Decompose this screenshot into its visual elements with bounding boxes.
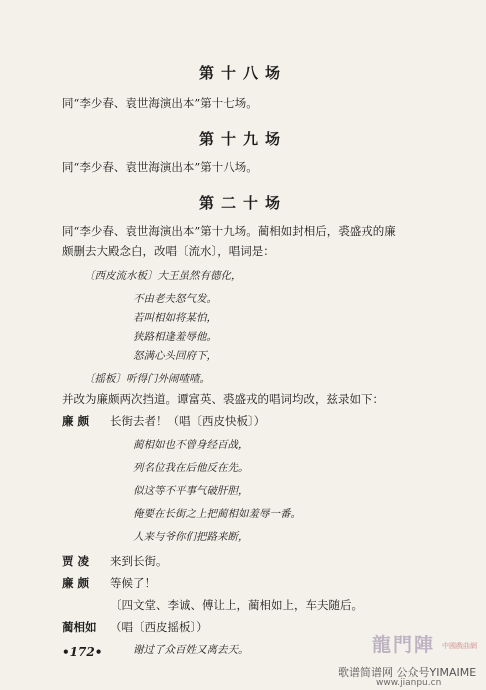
aria2-line-2: 列名位我在后他反在先。 (133, 462, 249, 474)
aria1-head: 〔西皮流水板〕大王虽然有德化， (84, 270, 242, 282)
role-lian-po: 廉 颇 (62, 414, 90, 428)
transition-text: 并改为廉颇两次挡道。谭富英、裘盛戎的唱词均改，兹录如下： (62, 392, 384, 406)
speech-jia-ling: 来到长街。 (110, 554, 168, 568)
page-number: •172• (62, 645, 103, 659)
speech-lin-xiangru: （唱〔西皮摇板〕） (110, 620, 208, 634)
aria2-line-4: 俺要在长街之上把蔺相如羞辱一番。 (133, 508, 301, 520)
scene-19-title: 第十九场 (198, 130, 287, 148)
role-lian-po-2: 廉 颇 (62, 576, 90, 590)
aria1-line-4: 怒满心头回府下， (133, 350, 217, 362)
scene-18-note: 同“李少春、袁世海演出本”第十七场。 (62, 96, 258, 110)
aria1-line-2: 若叫相如将某怕， (133, 312, 217, 324)
aria1-line-3: 狭路相逢羞辱他。 (133, 331, 217, 343)
aria2-line-3: 似这等不平事气破肝胆， (133, 485, 249, 497)
speech-lian-po: 长街去者！（唱〔西皮快板〕） (110, 414, 266, 428)
scene-20-title: 第二十场 (198, 194, 287, 212)
scene-20-note-line-2: 颇删去大殿念白，改唱〔流水〕，唱词是： (62, 244, 275, 258)
scene-19-note: 同“李少春、袁世海演出本”第十八场。 (62, 160, 258, 174)
aria2-line-1: 蔺相如也不曾身经百战， (133, 439, 249, 451)
watermark-url: www.jianpu.cn (376, 678, 442, 688)
watermark-logo-small: 中國戲曲網 (442, 642, 477, 650)
aria1-tail: 〔摇板〕听得门外闹喳喳。 (84, 373, 210, 385)
speech-lian-po-2: 等候了！ (110, 576, 156, 590)
aria1-line-1: 不由老夫怒气发。 (133, 293, 217, 305)
stage-direction: 〔四文堂、李诚、傅让上，蔺相如上，车夫随后。 (110, 598, 363, 612)
aria2-line-5: 人来与爷你们把路来断， (133, 531, 249, 543)
watermark-logo: 龍門陣 (372, 634, 436, 656)
role-jia-ling: 贾 凌 (62, 554, 90, 568)
role-lin-xiangru: 蔺相如 (62, 620, 97, 634)
scene-18-title: 第十八场 (198, 64, 287, 82)
watermark-text: 歌谱简谱网 公众号YIMAIME (338, 666, 477, 679)
aria3-line-1: 谢过了众百姓又离去天。 (133, 644, 249, 656)
scene-20-note-line-1: 同“李少春、袁世海演出本”第十九场。蔺相如封相后，裘盛戎的廉 (62, 224, 396, 238)
